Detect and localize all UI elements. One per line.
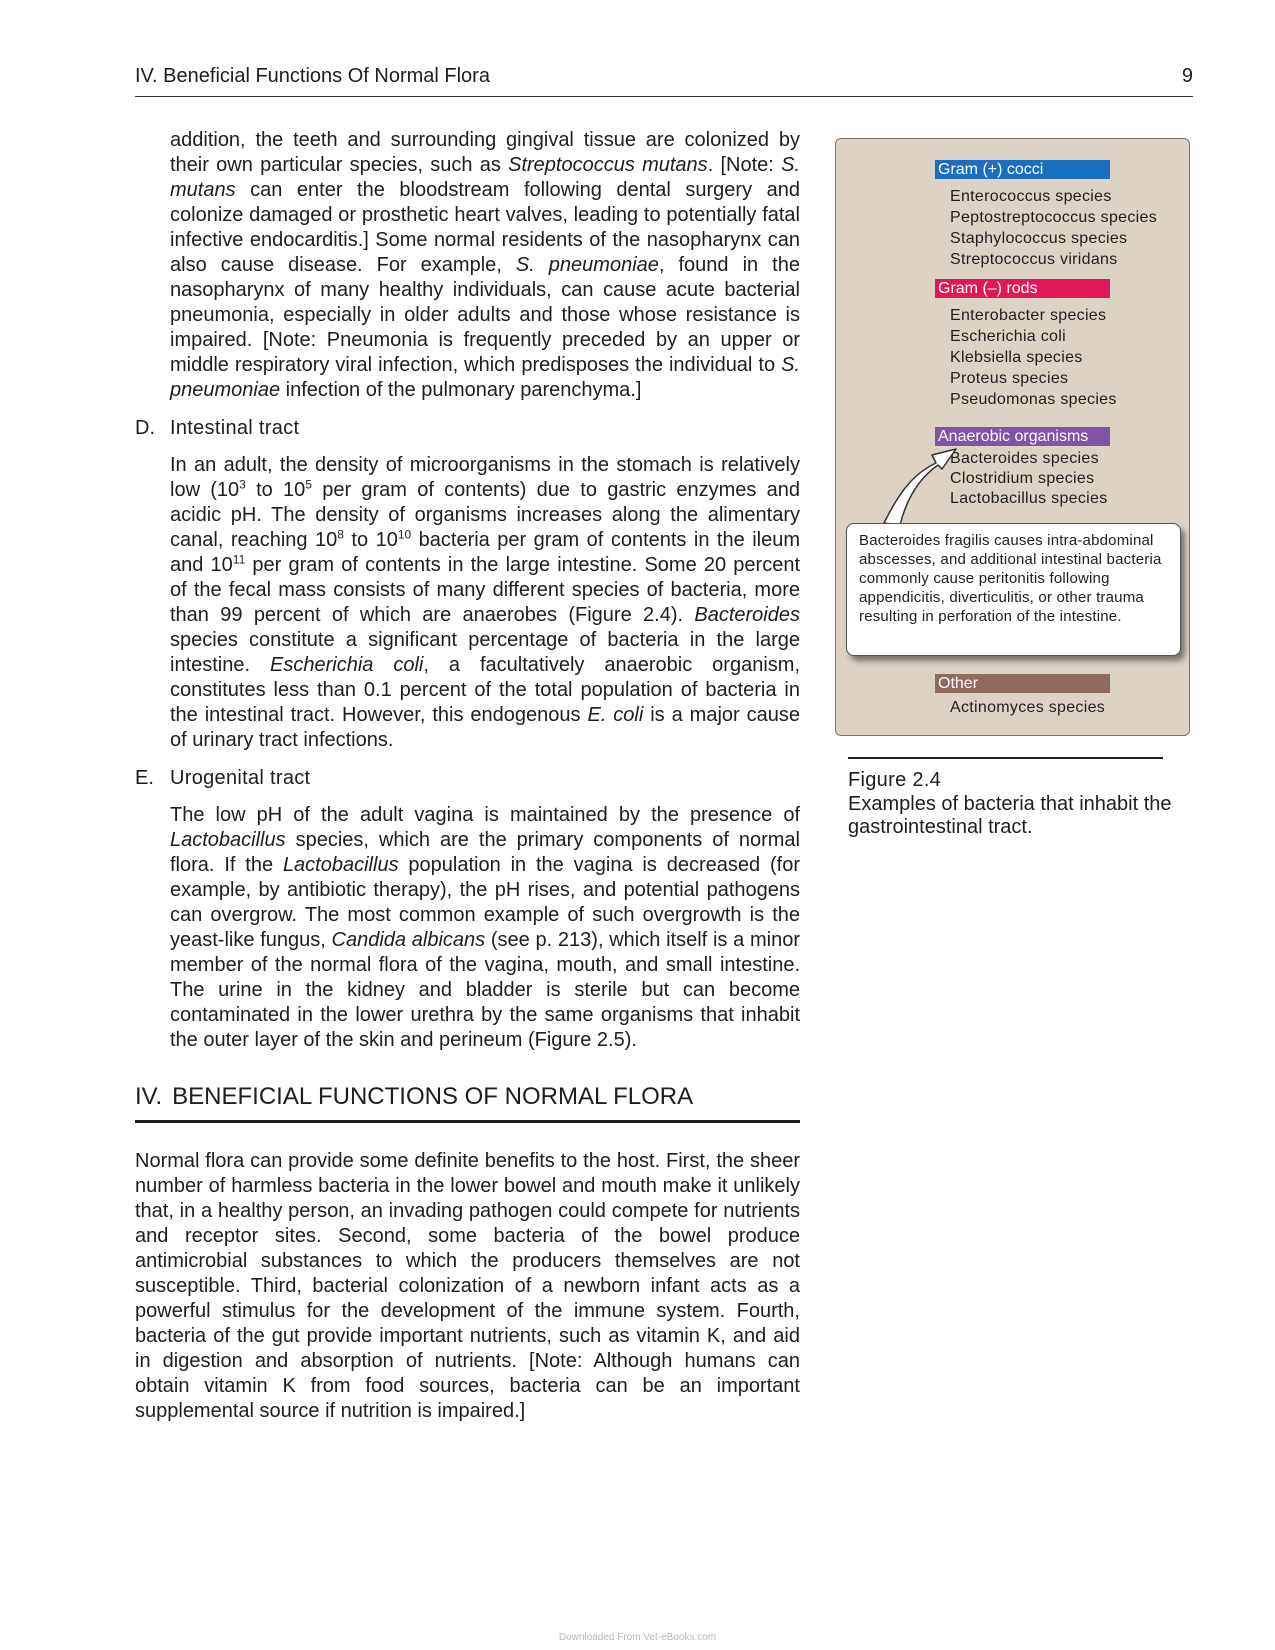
category-label-other: Other — [935, 674, 1110, 693]
subheading-letter: D. — [135, 417, 155, 439]
footer-watermark: Downloaded From Vet-eBooks.com — [558, 1632, 717, 1643]
species-item: Streptococcus viridans — [950, 251, 1118, 268]
category-label-gram-negative-rods: Gram (–) rods — [935, 279, 1110, 298]
figure-label: Figure 2.4 — [848, 769, 942, 791]
species-item: Escherichia coli — [950, 328, 1066, 345]
species-list-other — [950, 697, 1105, 718]
species-item: Proteus species — [950, 370, 1069, 387]
species-item: Actinomyces species — [950, 699, 1106, 716]
beneficial-functions-paragraph: Normal flora can provide some definite benefits to the host. First, the sheer number of harmless bacteria in the lower bowel and mouth make it unlikely that, in a healthy person, an invading pathogen could compete for nutrients and receptor sites. Second, some bacteria of the bowel produce antimicrobial substances to which the producers themselves are not susceptible. Third, bacterial colonization of a newborn infant acts as a powerful stimulus for the development of the immune system. Fourth, bacteria of the gut provide important nutrients, such as vitamin K, and aid in digestion and absorption of nutrients. [Note: Although humans can obtain vitamin K from food sources, bacteria can be an important supplemental source if nutrition is impaired.] — [135, 1150, 800, 1422]
category-label-gram-positive-cocci: Gram (+) cocci — [935, 160, 1110, 179]
running-head-title: IV. Beneficial Functions Of Normal Flora — [135, 65, 490, 87]
main-text-column — [135, 128, 800, 1424]
species-item: Peptostreptococcus species — [950, 209, 1158, 226]
species-item: Clostridium species — [950, 470, 1095, 487]
header-rule — [135, 96, 1193, 97]
species-list-gram-negative — [950, 305, 1117, 410]
figure-caption-rule — [848, 757, 1163, 759]
species-item: Enterococcus species — [950, 188, 1112, 205]
species-list-gram-positive — [950, 186, 1157, 270]
section-numeral: IV. — [135, 1083, 163, 1110]
species-item: Lactobacillus species — [950, 490, 1108, 507]
urogenital-tract-paragraph: The low pH of the adult vagina is maintained by the presence of Lactobacillus species, which are the primary components of normal flora. If the Lactobacillus population in the vagina is decreased (for example, by antibiotic therapy), the pH rises, and potential pathogens can overgrow. The most common example of such overgrowth is the yeast-like fungus, Candida albicans (see p. 213), which itself is a minor member of the normal flora of the vagina, mouth, and small intestine. The urine in the kidney and bladder is sterile but can become contaminated in the lower urethra by the same organisms that inhabit the outer layer of the skin and perineum (Figure 2.5). — [170, 804, 800, 1051]
species-item: Enterobacter species — [950, 307, 1107, 324]
subheading-intestinal-tract — [135, 416, 800, 441]
species-item: Pseudomonas species — [950, 391, 1117, 408]
callout-box: Bacteroides fragilis causes intra-abdominal abscesses, and additional intestinal bacteria commonly cause peritonitis following appendicitis, diverticulitis, or other trauma resulting in perforation of the intestine. — [846, 523, 1181, 656]
species-item: Staphylococcus species — [950, 230, 1128, 247]
callout-arrow-icon — [876, 439, 966, 529]
species-item: Bacteroides species — [950, 450, 1099, 467]
section-title: BENEFICIAL FUNCTIONS OF NORMAL FLORA — [172, 1083, 694, 1110]
intro-paragraph: addition, the teeth and surrounding gingival tissue are colonized by their own particular species, such as Streptococcus mutans. [Note: S. mutans can enter the bloodstream following dental surgery and colonize damaged or prosthetic heart valves, leading to potentially fatal infective endocarditis.] Some normal residents of the nasopharynx can also cause disease. For example, S. pneumoniae, found in the nasopharynx of many healthy individuals, can cause acute bacterial pneumonia, especially in older adults and those whose resistance is impaired. [Note: Pneumonia is frequently preceded by an upper or middle respiratory viral infection, which predisposes the individual to S. pneumoniae infection of the pulmonary parenchyma.] — [170, 129, 801, 401]
subheading-text: Urogenital tract — [170, 767, 311, 789]
category-label-anaerobic-organisms: Anaerobic organisms — [935, 427, 1110, 446]
page-number: 9 — [1181, 65, 1193, 87]
species-list-anaerobic — [950, 449, 1108, 509]
species-item: Klebsiella species — [950, 349, 1083, 366]
figure-panel — [835, 138, 1190, 736]
section-heading — [135, 1082, 800, 1123]
subheading-text: Intestinal tract — [170, 417, 300, 439]
subheading-letter: E. — [135, 767, 154, 789]
intestinal-tract-paragraph: In an adult, the density of microorganisms in the stomach is relatively low ($10^3$ to $10^5$ per gram of contents) due to gastric enzymes and acidic pH. The density of organisms increases along the alimentary canal, reaching $10^8$ to $10^{10}$ bacteria per gram of contents in the ileum and $10^{11}$ per gram of contents in the large intestine. Some 20 percent of the fecal mass consists of many different species of bacteria, more than 99 percent of which are anaerobes (Figure 2.4). Bacteroides species constitute a significant percentage of bacteria in the large intestine. Escherichia coli, a facultatively anaerobic organism, constitutes less than 0.1 percent of the total population of bacteria in the intestinal tract. However, this endogenous E. coli is a major cause of urinary tract infections. — [170, 454, 801, 751]
subheading-urogenital-tract — [135, 766, 800, 791]
figure-caption: Examples of bacteria that inhabit the gastrointestinal tract. — [848, 793, 1172, 838]
